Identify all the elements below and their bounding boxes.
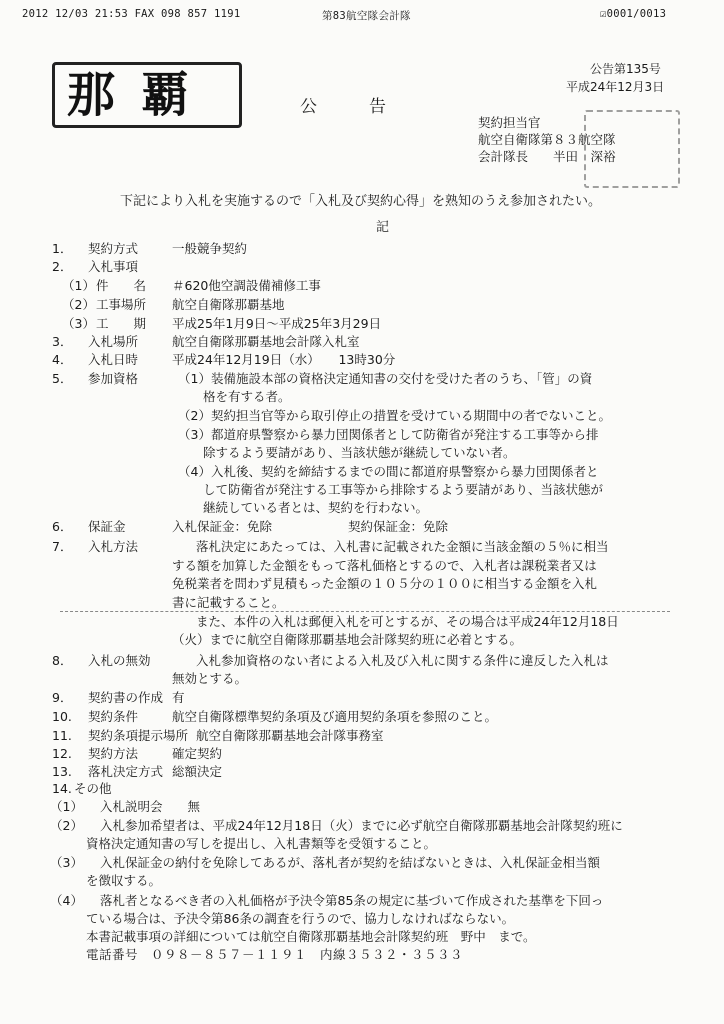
item-14-2-num: （2）: [50, 818, 83, 833]
item-14-3-line: を徴収する。: [86, 873, 162, 888]
fax-header-center: 第83航空隊会計隊: [322, 10, 411, 22]
item-5-num: 5．: [52, 371, 73, 386]
issuer-title: 契約担当官: [478, 115, 541, 130]
item-5-line: 継続している者とは、契約を行わない。: [178, 500, 429, 515]
naha-stamp: 那覇: [52, 62, 242, 128]
notice-number: 公告第135号: [590, 62, 661, 76]
item-14-2-line: 入札参加希望者は、平成24年12月18日（火）までに必ず航空自衛隊那覇基地会計隊契約班に: [100, 818, 623, 833]
item-12-num: 12.: [52, 746, 72, 761]
item-8-line: 入札参加資格のない者による入札及び入札に関する条件に違反した入札は: [196, 653, 609, 668]
item-5-line: （1）装備施設本部の資格決定通知書の交付を受けた者のうち、「管」の資: [178, 371, 593, 386]
item-11-num: 11.: [52, 728, 72, 743]
item-8-label: 入札の無効: [88, 653, 151, 668]
issuer-unit: 航空自衛隊第８３航空隊: [478, 132, 616, 147]
item-7-label: 入札方法: [88, 539, 139, 554]
phone-number: 電話番号 ０９８－８５７－１１９１ 内線３５３２・３５３３: [86, 947, 464, 962]
item-12-value: 確定契約: [172, 746, 223, 761]
item-13-num: 13.: [52, 764, 72, 779]
item-7-num: 7．: [52, 539, 73, 554]
item-7-line: 落札決定にあたっては、入札書に記載された金額に当該金額の５％に相当: [196, 539, 609, 554]
item-10-num: 10.: [52, 709, 72, 724]
intro-text: 下記により入札を実施するので「入札及び契約心得」を熟知のうえ参加されたい。: [120, 194, 602, 209]
item-13-value: 総額決定: [172, 764, 223, 779]
item-14-3-num: （3）: [50, 855, 83, 870]
page-title: 公告: [300, 97, 438, 117]
item-1-num: 1．: [52, 241, 73, 256]
item-5-label: 参加資格: [88, 371, 139, 386]
item-2-2-label: 工事場所: [96, 297, 147, 312]
item-14-4-num: （4）: [50, 893, 83, 908]
item-6-num: 6．: [52, 519, 73, 534]
item-8-num: 8．: [52, 653, 73, 668]
item-7-line: （火）までに航空自衛隊那覇基地会計隊契約班に必着とする。: [172, 632, 523, 647]
issuer-name: 会計隊長 半田 深裕: [478, 149, 616, 164]
fold-line: [60, 611, 670, 612]
item-3-num: 3．: [52, 334, 73, 349]
item-14-1-num: （1）: [50, 799, 83, 814]
item-2-1-label: 件 名: [96, 278, 147, 293]
item-2-3-label: 工 期: [96, 316, 147, 331]
item-7-line: する額を加算した金額をもって落札価格とするので、入札者は課税業者又は: [172, 558, 597, 573]
item-14-3-line: 入札保証金の納付を免除してあるが、落札者が契約を結ばないときは、入札保証金相当額: [100, 855, 601, 870]
fax-header-right: ☑0001/0013: [600, 8, 667, 20]
item-5-line: （4）入札後、契約を締結するまでの間に都道府県警察から暴力団関係者と: [178, 464, 599, 479]
item-14-4-line: ている場合は、予決令第86条の調査を行うので、協力しなければならない。: [86, 911, 515, 926]
item-12-label: 契約方法: [88, 746, 139, 761]
item-14-4-line: 落札者となるべき者の入札価格が予決令第85条の規定に基づいて作成された基準を下回っ: [100, 893, 604, 908]
item-2-2-num: （2）: [62, 297, 95, 312]
item-6-value: 入札保証金：免除: [172, 519, 273, 534]
item-7-line: 免税業者を問わず見積もった金額の１０５分の１００に相当する金額を入札: [172, 576, 598, 591]
item-8-line: 無効とする。: [172, 671, 248, 686]
item-2-1-num: （1）: [62, 278, 95, 293]
item-9-num: 9．: [52, 690, 73, 705]
item-5-line: して防衛省が発注する工事等から排除するよう要請があり、当該状態が: [178, 482, 604, 497]
item-4-num: 4．: [52, 352, 73, 367]
item-2-label: 入札事項: [88, 259, 139, 274]
fax-header-left: 2012 12/03 21:53 FAX 098 857 1191: [22, 8, 241, 20]
item-14-label: その他: [74, 781, 112, 796]
item-11-value: 航空自衛隊那覇基地会計隊事務室: [196, 728, 384, 743]
item-10-label: 契約条件: [88, 709, 139, 724]
item-2-1-value: ＃620他空調設備補修工事: [172, 278, 321, 293]
item-5-line: 除するよう要請があり、当該状態が継続していない者。: [178, 445, 516, 460]
ki-heading: 記: [376, 220, 390, 235]
item-5-line: 格を有する者。: [178, 389, 291, 404]
item-11-label: 契約条項提示場所: [88, 728, 189, 743]
item-10-value: 航空自衛隊標準契約条項及び適用契約条項を参照のこと。: [172, 709, 498, 724]
item-9-label: 契約書の作成: [88, 690, 164, 705]
item-4-label: 入札日時: [88, 352, 139, 367]
item-6-label: 保証金: [88, 519, 126, 534]
item-3-label: 入札場所: [88, 334, 139, 349]
item-4-value: 平成24年12月19日（水） 13時30分: [172, 352, 396, 367]
item-6-value2: 契約保証金：免除: [348, 519, 449, 534]
item-14-num: 14.: [52, 781, 72, 796]
item-1-label: 契約方式: [88, 241, 139, 256]
item-13-label: 落札決定方式: [88, 764, 164, 779]
item-3-value: 航空自衛隊那覇基地会計隊入札室: [172, 334, 360, 349]
item-2-2-value: 航空自衛隊那覇基地: [172, 297, 285, 312]
item-2-3-value: 平成25年1月9日～平成25年3月29日: [172, 316, 382, 331]
item-1-value: 一般競争契約: [172, 241, 248, 256]
official-seal: [584, 110, 680, 188]
item-9-value: 有: [172, 690, 185, 705]
item-2-num: 2．: [52, 259, 73, 274]
item-5-line: （3）都道府県警察から暴力団関係者として防衛省が発注する工事等から排: [178, 427, 599, 442]
item-5-line: （2）契約担当官等から取引停止の措置を受けている期間中の者でないこと。: [178, 408, 611, 423]
item-7-line: 書に記載すること。: [172, 595, 285, 610]
item-14-2-line: 資格決定通知書の写しを提出し、入札書類等を受領すること。: [86, 836, 437, 851]
item-2-3-num: （3）: [62, 316, 95, 331]
item-14-1-text: 入札説明会 無: [100, 799, 201, 814]
notice-date: 平成24年12月3日: [566, 80, 665, 94]
contact-text: 本書記載事項の詳細については航空自衛隊那覇基地会計隊契約班 野中 まで。: [86, 929, 536, 944]
item-7-line: また、本件の入札は郵便入札を可とするが、その場合は平成24年12月18日: [196, 614, 619, 629]
